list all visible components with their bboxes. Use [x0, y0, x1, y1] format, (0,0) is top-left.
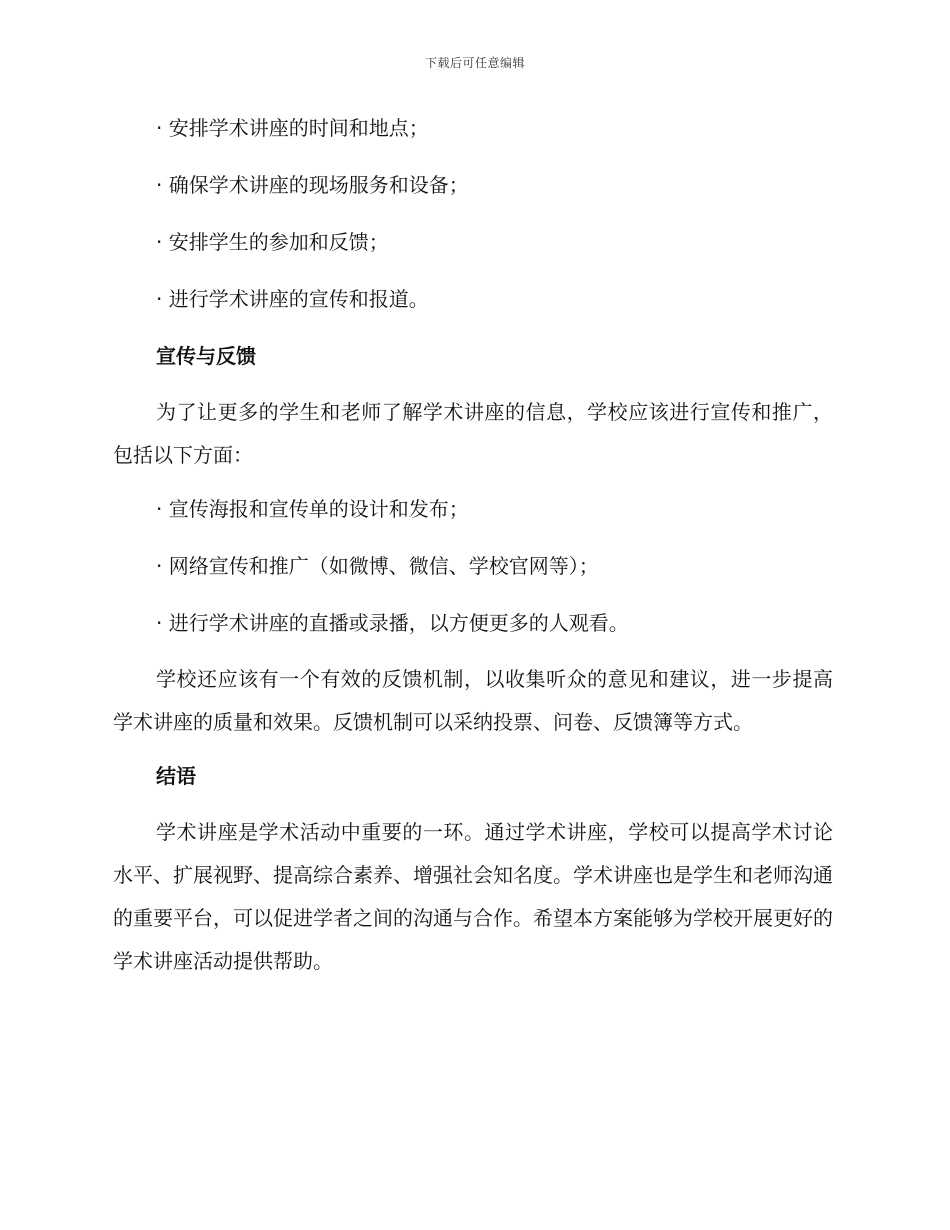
page-header: 下载后可任意编辑 — [424, 56, 525, 70]
paragraph-feedback-mechanism: 学校还应该有一个有效的反馈机制，以收集听众的意见和建议，进一步提高学术讲座的质量和效果。反馈机制可以采纳投票、问卷、反馈簿等方式。 — [113, 667, 833, 734]
list-item-ensure-service: · 确保学术讲座的现场服务和设备； — [156, 173, 469, 197]
list-item-publicity-report: · 进行学术讲座的宣传和报道。 — [156, 287, 429, 311]
paragraph-promotion-intro: 为了让更多的学生和老师了解学术讲座的信息，学校应该进行宣传和推广，包括以下方面： — [113, 400, 833, 467]
list-item-arrange-time: · 安排学术讲座的时间和地点； — [156, 116, 429, 140]
list-item-posters: · 宣传海报和宣传单的设计和发布； — [156, 497, 469, 521]
paragraph-conclusion: 学术讲座是学术活动中重要的一环。通过学术讲座，学校可以提高学术讨论水平、扩展视野、提高综合素养、增强社会知名度。学术讲座也是学生和老师沟通的重要平台，可以促进学者之间的沟通与合作。希望本方案能够为学校开展更好的学术讲座活动提供帮助。 — [113, 820, 833, 973]
section-heading-conclusion: 结语 — [156, 764, 196, 788]
list-item-online-promotion: · 网络宣传和推广（如微博、微信、学校官网等）； — [156, 554, 599, 578]
list-item-student-feedback: · 安排学生的参加和反馈； — [156, 230, 389, 254]
section-heading-promotion: 宣传与反馈 — [156, 344, 256, 368]
list-item-live-stream: · 进行学术讲座的直播或录播，以方便更多的人观看。 — [156, 611, 629, 635]
document-body — [113, 110, 833, 997]
